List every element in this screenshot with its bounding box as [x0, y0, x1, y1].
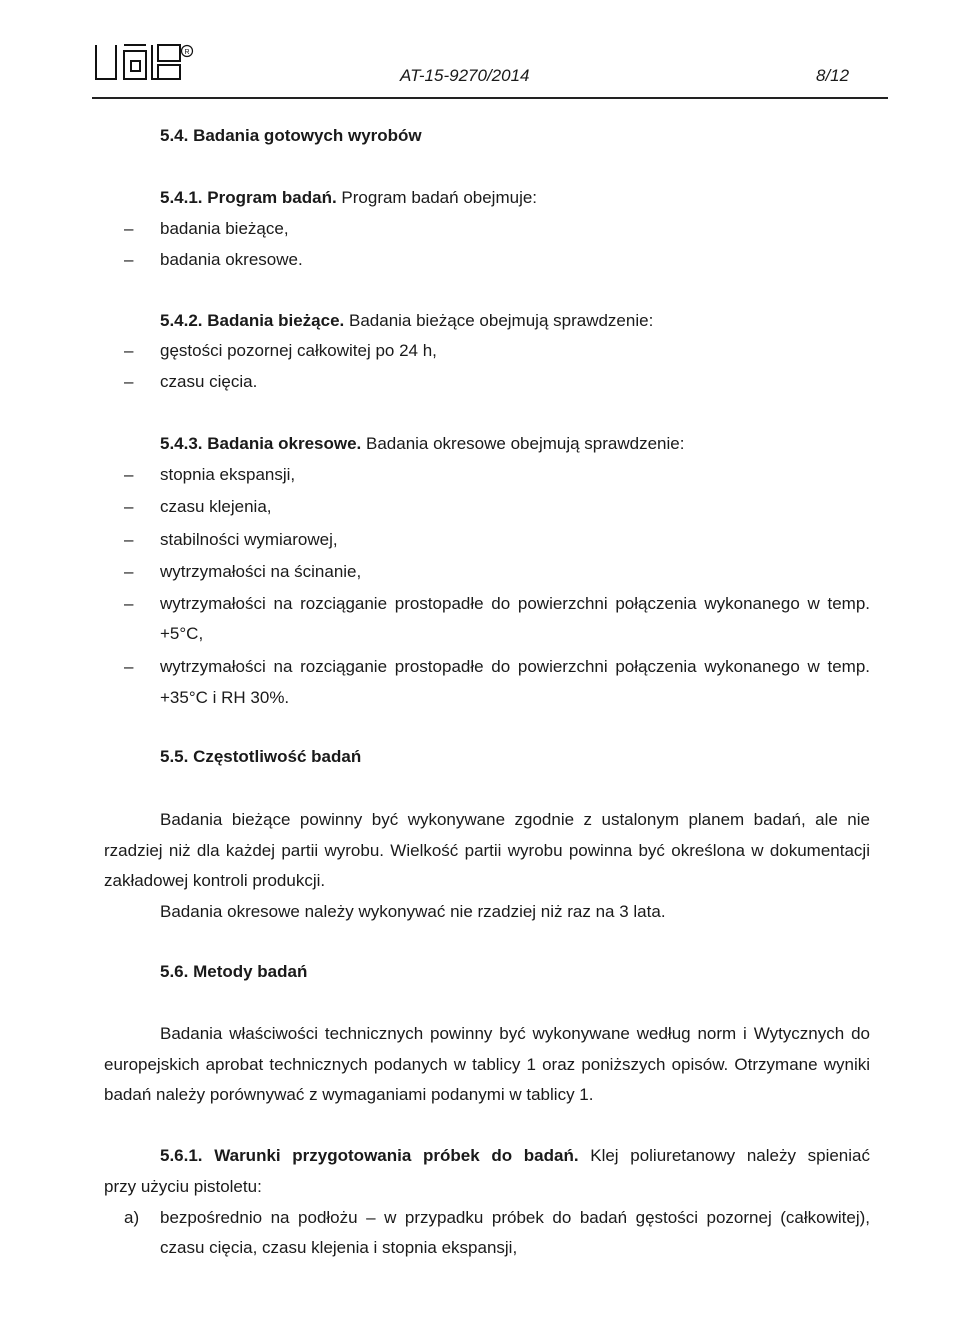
- paragraph-line: przy użyciu pistoletu:: [104, 1177, 262, 1196]
- section-5-6-heading: 5.6. Metody badań: [160, 962, 308, 981]
- list-item-continuation: +5°C,: [160, 624, 204, 643]
- section-5-4-3-text: Badania okresowe obejmują sprawdzenie:: [361, 434, 685, 453]
- section-5-4-1-title: 5.4.1. Program badań.: [160, 188, 337, 207]
- list-dash: –: [124, 465, 134, 484]
- section-5-4-1-text: Program badań obejmuje:: [336, 188, 538, 207]
- list-item-continuation: +35°C i RH 30%.: [160, 688, 290, 707]
- list-item: wytrzymałości na ścinanie,: [160, 562, 362, 581]
- list-item-continuation: czasu cięcia, czasu klejenia i stopnia ekspansji,: [160, 1238, 518, 1257]
- list-item: stabilności wymiarowej,: [160, 530, 338, 549]
- itb-logo: [94, 43, 194, 81]
- list-dash: –: [124, 562, 134, 581]
- document-number: AT-15-9270/2014: [400, 66, 530, 85]
- paragraph-line: badań należy porównywać z wymaganiami podanymi w tablicy 1.: [104, 1085, 594, 1104]
- list-dash: –: [124, 341, 134, 360]
- section-5-4-2-text: Badania bieżące obejmują sprawdzenie:: [344, 311, 654, 330]
- list-item: czasu cięcia.: [160, 372, 258, 391]
- paragraph-line: zakładowej kontroli produkcji.: [104, 871, 326, 890]
- list-dash: –: [124, 657, 134, 676]
- list-item: czasu klejenia,: [160, 497, 272, 516]
- svg-text:R: R: [184, 49, 190, 56]
- paragraph-line: europejskich aprobat technicznych podanych w tablicy 1 oraz poniższych opisów. Otrzymane wyniki: [104, 1055, 870, 1074]
- list-item: badania bieżące,: [160, 219, 289, 238]
- section-5-4-2-title: 5.4.2. Badania bieżące.: [160, 311, 345, 330]
- list-item: gęstości pozornej całkowitej po 24 h,: [160, 341, 437, 360]
- list-item: wytrzymałości na rozciąganie prostopadłe do powierzchni połączenia wykonanego w temp.: [160, 657, 870, 676]
- list-dash: –: [124, 530, 134, 549]
- list-dash: –: [124, 594, 134, 613]
- paragraph-line: Badania bieżące powinny być wykonywane zgodnie z ustalonym planem badań, ale nie: [160, 810, 870, 829]
- list-dash: –: [124, 372, 134, 391]
- section-5-6-1-title: 5.6.1. Warunki przygotowania próbek do badań.: [160, 1146, 579, 1165]
- list-dash: –: [124, 250, 134, 269]
- section-5-5-heading: 5.5. Częstotliwość badań: [160, 747, 362, 766]
- section-5-4-3-title: 5.4.3. Badania okresowe.: [160, 434, 362, 453]
- section-5-6-1-text: Klej poliuretanowy należy spieniać: [578, 1146, 870, 1165]
- section-5-4-2-intro: [160, 311, 653, 331]
- paragraph-line: rzadziej niż dla każdej partii wyrobu. Wielkość partii wyrobu powinna być określona w dokumentacji: [104, 841, 870, 860]
- list-item: bezpośrednio na podłożu – w przypadku próbek do badań gęstości pozornej (całkowitej),: [160, 1208, 870, 1227]
- page-number: 8/12: [816, 66, 850, 85]
- section-5-4-1-intro: [160, 188, 537, 208]
- list-item-label: a): [124, 1208, 140, 1227]
- section-5-4-heading: 5.4. Badania gotowych wyrobów: [160, 126, 422, 145]
- list-dash: –: [124, 219, 134, 238]
- list-item: wytrzymałości na rozciąganie prostopadłe do powierzchni połączenia wykonanego w temp.: [160, 594, 870, 613]
- section-5-4-3-intro: [160, 434, 684, 454]
- list-dash: –: [124, 497, 134, 516]
- section-5-6-1-intro: [160, 1146, 870, 1166]
- list-item: stopnia ekspansji,: [160, 465, 296, 484]
- paragraph-line: Badania właściwości technicznych powinny być wykonywane według norm i Wytycznych do: [160, 1024, 870, 1043]
- paragraph: Badania okresowe należy wykonywać nie rzadziej niż raz na 3 lata.: [160, 902, 666, 921]
- list-item: badania okresowe.: [160, 250, 303, 269]
- header-rule: [92, 97, 888, 99]
